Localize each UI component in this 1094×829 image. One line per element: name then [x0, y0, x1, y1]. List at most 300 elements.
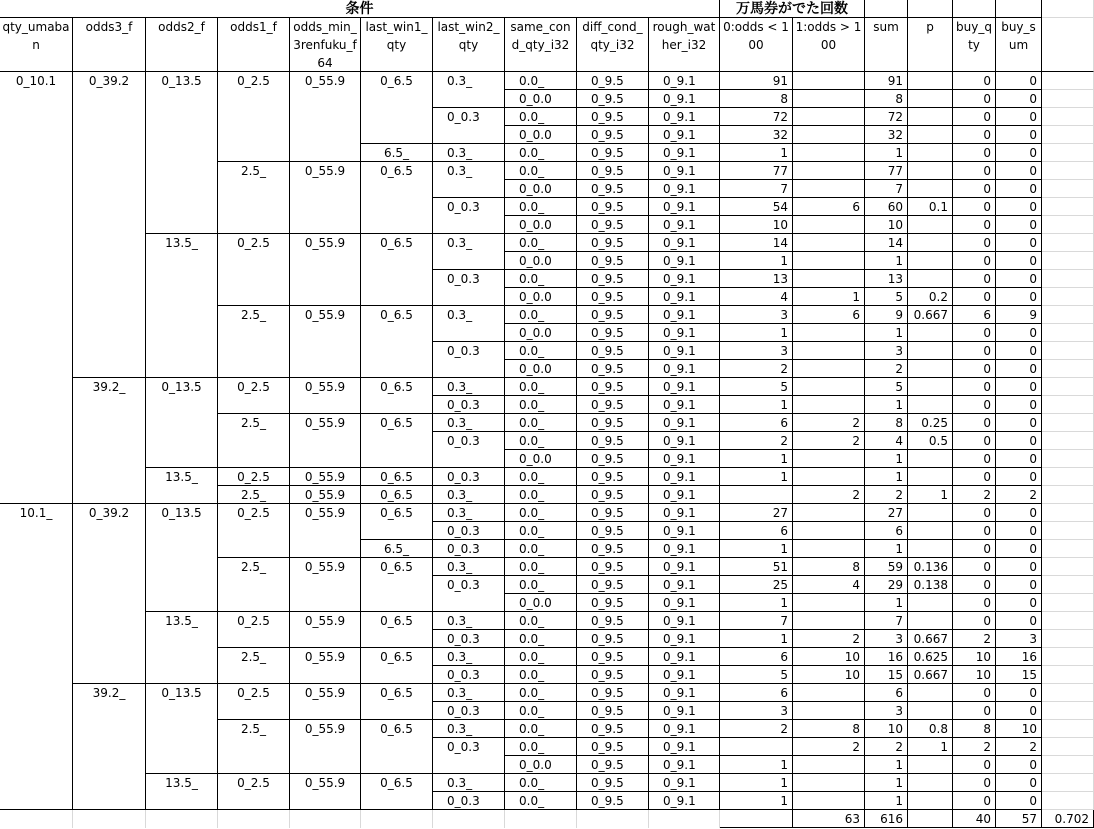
blank-cell[interactable] [1042, 342, 1094, 360]
cond-cell-odds-min[interactable]: 0_55.9 [290, 486, 361, 504]
cond-cell-same-cond[interactable]: 0.0_ [505, 792, 577, 810]
total-ratio[interactable]: 0.702 [1042, 810, 1094, 828]
header-buy-qty[interactable]: buy_qty [953, 18, 996, 72]
value-cell-c0[interactable]: 4 [720, 288, 793, 306]
header-sum[interactable]: sum [865, 18, 908, 72]
value-cell-c1[interactable]: 6 [793, 198, 865, 216]
blank-cell[interactable] [1042, 576, 1094, 594]
value-cell-buy-sum[interactable]: 0 [996, 288, 1042, 306]
cond-cell-odds1-f[interactable]: 2.5_ [218, 486, 290, 504]
value-cell-sum[interactable]: 72 [865, 108, 908, 126]
value-cell-p[interactable] [908, 234, 953, 252]
value-cell-buy-sum[interactable]: 0 [996, 414, 1042, 432]
value-cell-buy-qty[interactable]: 0 [953, 396, 996, 414]
value-cell-c0[interactable]: 2 [720, 432, 793, 450]
value-cell-buy-sum[interactable]: 0 [996, 756, 1042, 774]
total-buy-qty[interactable]: 40 [953, 810, 996, 828]
value-cell-c0[interactable]: 1 [720, 468, 793, 486]
value-cell-buy-sum[interactable]: 0 [996, 450, 1042, 468]
value-cell-c1[interactable] [793, 144, 865, 162]
value-cell-buy-sum[interactable]: 0 [996, 612, 1042, 630]
value-cell-buy-sum[interactable]: 0 [996, 702, 1042, 720]
header-diff-cond[interactable]: diff_cond_qty_i32 [577, 18, 649, 72]
value-cell-buy-qty[interactable]: 0 [953, 774, 996, 792]
blank-cell[interactable] [1042, 756, 1094, 774]
value-cell-sum[interactable]: 3 [865, 342, 908, 360]
value-cell-p[interactable] [908, 504, 953, 522]
cond-cell-rough[interactable]: 0_9.1 [649, 774, 720, 792]
cond-cell-qty-umaban[interactable]: 10.1_ [0, 504, 73, 810]
value-cell-buy-qty[interactable]: 0 [953, 234, 996, 252]
cond-cell-odds-min[interactable]: 0_55.9 [290, 162, 361, 234]
cond-cell-rough[interactable]: 0_9.1 [649, 72, 720, 90]
header-odds2-f[interactable]: odds2_f [146, 18, 218, 72]
blank-cell[interactable] [1042, 198, 1094, 216]
blank-cell[interactable] [1042, 252, 1094, 270]
cond-cell-rough[interactable]: 0_9.1 [649, 90, 720, 108]
cond-cell-rough[interactable]: 0_9.1 [649, 378, 720, 396]
value-cell-p[interactable]: 0.667 [908, 666, 953, 684]
value-cell-p[interactable] [908, 144, 953, 162]
cond-cell-last-win2[interactable]: 0.3_ [433, 414, 505, 432]
value-cell-buy-qty[interactable]: 0 [953, 432, 996, 450]
cond-cell-odds1-f[interactable]: 2.5_ [218, 558, 290, 612]
value-cell-sum[interactable]: 7 [865, 180, 908, 198]
value-cell-buy-qty[interactable]: 0 [953, 684, 996, 702]
cond-cell-diff-cond[interactable]: 0_9.5 [577, 540, 649, 558]
cond-cell-diff-cond[interactable]: 0_9.5 [577, 432, 649, 450]
value-cell-c1[interactable] [793, 756, 865, 774]
cond-cell-rough[interactable]: 0_9.1 [649, 396, 720, 414]
cond-cell-same-cond[interactable]: 0.0_ [505, 720, 577, 738]
cond-cell-rough[interactable]: 0_9.1 [649, 414, 720, 432]
value-cell-buy-sum[interactable]: 0 [996, 72, 1042, 90]
header-last-win1[interactable]: last_win1_qty [361, 18, 433, 72]
cond-cell-diff-cond[interactable]: 0_9.5 [577, 252, 649, 270]
value-cell-sum[interactable]: 8 [865, 90, 908, 108]
cond-cell-diff-cond[interactable]: 0_9.5 [577, 198, 649, 216]
cond-cell-odds1-f[interactable]: 2.5_ [218, 162, 290, 234]
value-cell-c1[interactable] [793, 342, 865, 360]
value-cell-buy-qty[interactable]: 10 [953, 666, 996, 684]
cond-cell-odds2-f[interactable]: 13.5_ [146, 234, 218, 378]
value-cell-buy-sum[interactable]: 0 [996, 378, 1042, 396]
value-cell-c0[interactable]: 1 [720, 774, 793, 792]
blank-cell[interactable] [1042, 540, 1094, 558]
cond-cell-same-cond[interactable]: 0.0_ [505, 684, 577, 702]
value-cell-p[interactable] [908, 612, 953, 630]
value-cell-buy-qty[interactable]: 0 [953, 612, 996, 630]
value-cell-buy-sum[interactable]: 0 [996, 180, 1042, 198]
cond-cell-diff-cond[interactable]: 0_9.5 [577, 756, 649, 774]
cond-cell-rough[interactable]: 0_9.1 [649, 612, 720, 630]
value-cell-c1[interactable] [793, 612, 865, 630]
cond-cell-last-win2[interactable]: 0_0.3 [433, 396, 505, 414]
cond-cell-diff-cond[interactable]: 0_9.5 [577, 720, 649, 738]
cond-cell-last-win2[interactable]: 0_0.3 [433, 738, 505, 774]
cond-cell-last-win1[interactable]: 0_6.5 [361, 684, 433, 720]
header-odds-min[interactable]: odds_min_3renfuku_f64 [290, 18, 361, 72]
value-cell-sum[interactable]: 1 [865, 792, 908, 810]
value-cell-p[interactable]: 0.8 [908, 720, 953, 738]
cond-cell-last-win2[interactable]: 0_0.3 [433, 108, 505, 144]
value-cell-sum[interactable]: 1 [865, 468, 908, 486]
value-cell-sum[interactable]: 13 [865, 270, 908, 288]
value-cell-buy-qty[interactable]: 0 [953, 144, 996, 162]
blank-cell[interactable] [1042, 450, 1094, 468]
title-blank-cell[interactable] [908, 0, 953, 18]
value-cell-c0[interactable]: 13 [720, 270, 793, 288]
cond-cell-rough[interactable]: 0_9.1 [649, 720, 720, 738]
cond-cell-same-cond[interactable]: 0.0_ [505, 396, 577, 414]
cond-cell-same-cond[interactable]: 0.0_ [505, 558, 577, 576]
cond-cell-same-cond[interactable]: 0_0.0 [505, 90, 577, 108]
value-cell-buy-qty[interactable]: 0 [953, 594, 996, 612]
cond-cell-last-win1[interactable]: 0_6.5 [361, 468, 433, 486]
blank-cell[interactable] [1042, 432, 1094, 450]
value-cell-p[interactable] [908, 396, 953, 414]
cond-cell-odds1-f[interactable]: 0_2.5 [218, 684, 290, 720]
cond-cell-diff-cond[interactable]: 0_9.5 [577, 702, 649, 720]
cond-cell-odds2-f[interactable]: 13.5_ [146, 774, 218, 810]
value-cell-sum[interactable]: 60 [865, 198, 908, 216]
value-cell-c1[interactable] [793, 324, 865, 342]
value-cell-sum[interactable]: 10 [865, 720, 908, 738]
value-cell-c1[interactable]: 6 [793, 306, 865, 324]
value-cell-p[interactable] [908, 90, 953, 108]
cond-cell-rough[interactable]: 0_9.1 [649, 234, 720, 252]
cond-cell-odds3-f[interactable]: 39.2_ [73, 684, 146, 810]
value-cell-p[interactable] [908, 702, 953, 720]
value-cell-sum[interactable]: 8 [865, 414, 908, 432]
blank-cell[interactable] [1042, 306, 1094, 324]
cond-cell-odds-min[interactable]: 0_55.9 [290, 504, 361, 558]
cond-cell-odds-min[interactable]: 0_55.9 [290, 234, 361, 306]
cond-cell-diff-cond[interactable]: 0_9.5 [577, 612, 649, 630]
value-cell-sum[interactable]: 32 [865, 126, 908, 144]
totals-blank-cell[interactable] [361, 810, 433, 828]
header-rough[interactable]: rough_wather_i32 [649, 18, 720, 72]
cond-cell-last-win2[interactable]: 0.3_ [433, 144, 505, 162]
cond-cell-same-cond[interactable]: 0.0_ [505, 270, 577, 288]
title-blank-cell[interactable] [996, 0, 1042, 18]
header-blank[interactable] [1042, 18, 1094, 72]
cond-cell-rough[interactable]: 0_9.1 [649, 540, 720, 558]
cond-cell-same-cond[interactable]: 0.0_ [505, 522, 577, 540]
header-c1[interactable]: 1:odds > 100 [793, 18, 865, 72]
value-cell-sum[interactable]: 5 [865, 378, 908, 396]
cond-cell-rough[interactable]: 0_9.1 [649, 558, 720, 576]
value-cell-p[interactable] [908, 522, 953, 540]
value-cell-buy-qty[interactable]: 8 [953, 720, 996, 738]
cond-cell-same-cond[interactable]: 0.0_ [505, 108, 577, 126]
totals-blank-cell[interactable] [720, 810, 793, 828]
value-cell-c0[interactable]: 10 [720, 216, 793, 234]
cond-cell-diff-cond[interactable]: 0_9.5 [577, 522, 649, 540]
cond-cell-last-win2[interactable]: 0_0.3 [433, 522, 505, 540]
cond-cell-same-cond[interactable]: 0.0_ [505, 414, 577, 432]
value-cell-buy-qty[interactable]: 6 [953, 306, 996, 324]
cond-cell-diff-cond[interactable]: 0_9.5 [577, 594, 649, 612]
cond-cell-last-win1[interactable]: 6.5_ [361, 540, 433, 558]
value-cell-c1[interactable] [793, 450, 865, 468]
cond-cell-odds1-f[interactable]: 2.5_ [218, 720, 290, 774]
value-cell-buy-sum[interactable]: 0 [996, 144, 1042, 162]
cond-cell-odds1-f[interactable]: 0_2.5 [218, 378, 290, 414]
cond-cell-last-win1[interactable]: 0_6.5 [361, 504, 433, 540]
value-cell-c0[interactable]: 7 [720, 180, 793, 198]
value-cell-c1[interactable] [793, 684, 865, 702]
value-cell-c0[interactable]: 6 [720, 522, 793, 540]
value-cell-buy-qty[interactable]: 0 [953, 216, 996, 234]
value-cell-buy-qty[interactable]: 0 [953, 342, 996, 360]
blank-cell[interactable] [1042, 702, 1094, 720]
cond-cell-diff-cond[interactable]: 0_9.5 [577, 216, 649, 234]
cond-cell-odds-min[interactable]: 0_55.9 [290, 684, 361, 720]
value-cell-c1[interactable]: 8 [793, 720, 865, 738]
cond-cell-last-win2[interactable]: 0.3_ [433, 648, 505, 666]
title-blank-cell[interactable] [953, 0, 996, 18]
cond-cell-last-win1[interactable]: 0_6.5 [361, 378, 433, 414]
cond-cell-same-cond[interactable]: 0.0_ [505, 432, 577, 450]
cond-cell-same-cond[interactable]: 0_0.0 [505, 756, 577, 774]
cond-cell-same-cond[interactable]: 0.0_ [505, 162, 577, 180]
value-cell-c1[interactable] [793, 90, 865, 108]
value-cell-p[interactable]: 1 [908, 738, 953, 756]
cond-cell-last-win1[interactable]: 0_6.5 [361, 162, 433, 234]
value-cell-c0[interactable]: 1 [720, 144, 793, 162]
cond-cell-odds2-f[interactable]: 0_13.5 [146, 504, 218, 612]
cond-cell-rough[interactable]: 0_9.1 [649, 738, 720, 756]
value-cell-sum[interactable]: 16 [865, 648, 908, 666]
blank-cell[interactable] [1042, 522, 1094, 540]
value-cell-c0[interactable]: 3 [720, 342, 793, 360]
value-cell-c1[interactable] [793, 702, 865, 720]
value-cell-c1[interactable]: 2 [793, 432, 865, 450]
value-cell-c0[interactable]: 1 [720, 630, 793, 648]
value-cell-c0[interactable] [720, 738, 793, 756]
cond-cell-same-cond[interactable]: 0_0.0 [505, 360, 577, 378]
cond-cell-diff-cond[interactable]: 0_9.5 [577, 396, 649, 414]
value-cell-p[interactable] [908, 774, 953, 792]
totals-blank-cell[interactable] [577, 810, 649, 828]
cond-cell-last-win2[interactable]: 0.3_ [433, 504, 505, 522]
value-cell-c1[interactable]: 2 [793, 414, 865, 432]
value-cell-c1[interactable] [793, 360, 865, 378]
cond-cell-rough[interactable]: 0_9.1 [649, 684, 720, 702]
cond-cell-rough[interactable]: 0_9.1 [649, 702, 720, 720]
cond-cell-rough[interactable]: 0_9.1 [649, 666, 720, 684]
value-cell-p[interactable]: 0.5 [908, 432, 953, 450]
totals-blank-cell[interactable] [290, 810, 361, 828]
value-cell-p[interactable] [908, 162, 953, 180]
cond-cell-diff-cond[interactable]: 0_9.5 [577, 144, 649, 162]
value-cell-p[interactable] [908, 252, 953, 270]
cond-cell-diff-cond[interactable]: 0_9.5 [577, 558, 649, 576]
value-cell-c1[interactable]: 10 [793, 666, 865, 684]
cond-cell-same-cond[interactable]: 0.0_ [505, 504, 577, 522]
blank-cell[interactable] [1042, 414, 1094, 432]
blank-cell[interactable] [1042, 504, 1094, 522]
value-cell-c0[interactable]: 5 [720, 666, 793, 684]
value-cell-c0[interactable]: 51 [720, 558, 793, 576]
totals-blank-cell[interactable] [0, 810, 73, 828]
value-cell-c0[interactable]: 72 [720, 108, 793, 126]
value-cell-c1[interactable]: 8 [793, 558, 865, 576]
cond-cell-diff-cond[interactable]: 0_9.5 [577, 648, 649, 666]
value-cell-sum[interactable]: 1 [865, 252, 908, 270]
blank-cell[interactable] [1042, 774, 1094, 792]
value-cell-p[interactable]: 0.667 [908, 306, 953, 324]
totals-blank-cell[interactable] [505, 810, 577, 828]
cond-cell-last-win2[interactable]: 0.3_ [433, 558, 505, 576]
value-cell-p[interactable]: 0.667 [908, 630, 953, 648]
cond-cell-last-win1[interactable]: 0_6.5 [361, 306, 433, 378]
cond-cell-last-win2[interactable]: 0.3_ [433, 684, 505, 702]
value-cell-buy-sum[interactable]: 0 [996, 360, 1042, 378]
value-cell-buy-qty[interactable]: 10 [953, 648, 996, 666]
cond-cell-rough[interactable]: 0_9.1 [649, 486, 720, 504]
value-cell-c1[interactable] [793, 252, 865, 270]
value-cell-p[interactable] [908, 72, 953, 90]
value-cell-buy-sum[interactable]: 0 [996, 774, 1042, 792]
value-cell-sum[interactable]: 29 [865, 576, 908, 594]
cond-cell-last-win1[interactable]: 6.5_ [361, 144, 433, 162]
blank-cell[interactable] [1042, 162, 1094, 180]
cond-cell-rough[interactable]: 0_9.1 [649, 252, 720, 270]
value-cell-c0[interactable]: 91 [720, 72, 793, 90]
value-cell-p[interactable]: 0.25 [908, 414, 953, 432]
header-qty-umaban[interactable]: qty_umaban [0, 18, 73, 72]
cond-cell-rough[interactable]: 0_9.1 [649, 648, 720, 666]
value-cell-c1[interactable] [793, 162, 865, 180]
value-cell-c1[interactable]: 2 [793, 486, 865, 504]
blank-cell[interactable] [1042, 630, 1094, 648]
value-cell-sum[interactable]: 2 [865, 360, 908, 378]
cond-cell-rough[interactable]: 0_9.1 [649, 450, 720, 468]
value-cell-c1[interactable] [793, 72, 865, 90]
value-cell-c1[interactable] [793, 540, 865, 558]
value-cell-c0[interactable]: 54 [720, 198, 793, 216]
cond-cell-diff-cond[interactable]: 0_9.5 [577, 738, 649, 756]
value-cell-buy-qty[interactable]: 0 [953, 288, 996, 306]
cond-cell-same-cond[interactable]: 0.0_ [505, 612, 577, 630]
cond-cell-same-cond[interactable]: 0.0_ [505, 666, 577, 684]
totals-blank-cell[interactable] [73, 810, 146, 828]
value-cell-c0[interactable] [720, 486, 793, 504]
cond-cell-diff-cond[interactable]: 0_9.5 [577, 162, 649, 180]
cond-cell-last-win2[interactable]: 0_0.3 [433, 468, 505, 486]
value-cell-buy-sum[interactable]: 0 [996, 684, 1042, 702]
value-cell-buy-qty[interactable]: 2 [953, 486, 996, 504]
value-cell-sum[interactable]: 1 [865, 450, 908, 468]
cond-cell-last-win1[interactable]: 0_6.5 [361, 234, 433, 306]
cond-cell-same-cond[interactable]: 0.0_ [505, 198, 577, 216]
cond-cell-rough[interactable]: 0_9.1 [649, 288, 720, 306]
cond-cell-last-win1[interactable]: 0_6.5 [361, 720, 433, 774]
cond-cell-odds-min[interactable]: 0_55.9 [290, 72, 361, 162]
value-cell-buy-sum[interactable]: 0 [996, 162, 1042, 180]
cond-cell-odds-min[interactable]: 0_55.9 [290, 378, 361, 414]
value-cell-c0[interactable]: 1 [720, 252, 793, 270]
cond-cell-same-cond[interactable]: 0.0_ [505, 774, 577, 792]
title-blank-cell[interactable] [865, 0, 908, 18]
blank-cell[interactable] [1042, 180, 1094, 198]
cond-cell-rough[interactable]: 0_9.1 [649, 576, 720, 594]
cond-cell-last-win2[interactable]: 0.3_ [433, 720, 505, 738]
cond-cell-diff-cond[interactable]: 0_9.5 [577, 126, 649, 144]
cond-cell-same-cond[interactable]: 0.0_ [505, 72, 577, 90]
total-c1[interactable]: 63 [793, 810, 865, 828]
value-cell-buy-sum[interactable]: 0 [996, 252, 1042, 270]
cond-cell-same-cond[interactable]: 0.0_ [505, 540, 577, 558]
value-cell-buy-qty[interactable]: 0 [953, 756, 996, 774]
value-cell-buy-qty[interactable]: 0 [953, 540, 996, 558]
value-cell-buy-sum[interactable]: 10 [996, 720, 1042, 738]
blank-cell[interactable] [1042, 792, 1094, 810]
value-cell-p[interactable]: 0.138 [908, 576, 953, 594]
cond-cell-last-win2[interactable]: 0.3_ [433, 306, 505, 342]
totals-blank-cell[interactable] [146, 810, 218, 828]
cond-cell-last-win2[interactable]: 0_0.3 [433, 630, 505, 648]
cond-cell-odds1-f[interactable]: 0_2.5 [218, 468, 290, 486]
value-cell-sum[interactable]: 1 [865, 324, 908, 342]
cond-cell-odds2-f[interactable]: 0_13.5 [146, 684, 218, 774]
cond-cell-same-cond[interactable]: 0_0.0 [505, 252, 577, 270]
cond-cell-rough[interactable]: 0_9.1 [649, 270, 720, 288]
cond-cell-rough[interactable]: 0_9.1 [649, 342, 720, 360]
cond-cell-odds1-f[interactable]: 2.5_ [218, 306, 290, 378]
cond-cell-same-cond[interactable]: 0.0_ [505, 306, 577, 324]
value-cell-c1[interactable] [793, 180, 865, 198]
cond-cell-same-cond[interactable]: 0_0.0 [505, 450, 577, 468]
value-cell-c0[interactable]: 1 [720, 540, 793, 558]
value-cell-c0[interactable]: 6 [720, 414, 793, 432]
value-cell-buy-sum[interactable]: 2 [996, 486, 1042, 504]
cond-cell-diff-cond[interactable]: 0_9.5 [577, 342, 649, 360]
cond-cell-same-cond[interactable]: 0.0_ [505, 630, 577, 648]
value-cell-buy-qty[interactable]: 0 [953, 72, 996, 90]
value-cell-c0[interactable]: 2 [720, 360, 793, 378]
title-blank-cell[interactable] [1042, 0, 1094, 18]
cond-cell-rough[interactable]: 0_9.1 [649, 360, 720, 378]
value-cell-buy-qty[interactable]: 0 [953, 126, 996, 144]
value-cell-buy-sum[interactable]: 0 [996, 432, 1042, 450]
value-cell-sum[interactable]: 10 [865, 216, 908, 234]
cond-cell-rough[interactable]: 0_9.1 [649, 216, 720, 234]
value-cell-c0[interactable]: 6 [720, 684, 793, 702]
cond-cell-diff-cond[interactable]: 0_9.5 [577, 378, 649, 396]
value-cell-c1[interactable]: 2 [793, 630, 865, 648]
cond-cell-odds2-f[interactable]: 0_13.5 [146, 378, 218, 468]
value-cell-sum[interactable]: 1 [865, 594, 908, 612]
cond-cell-diff-cond[interactable]: 0_9.5 [577, 324, 649, 342]
cond-cell-last-win2[interactable]: 0.3_ [433, 774, 505, 792]
value-cell-p[interactable] [908, 216, 953, 234]
value-cell-buy-sum[interactable]: 0 [996, 108, 1042, 126]
cond-cell-same-cond[interactable]: 0_0.0 [505, 324, 577, 342]
cond-cell-same-cond[interactable]: 0_0.0 [505, 288, 577, 306]
cond-cell-same-cond[interactable]: 0.0_ [505, 342, 577, 360]
value-cell-c0[interactable]: 27 [720, 504, 793, 522]
cond-cell-diff-cond[interactable]: 0_9.5 [577, 90, 649, 108]
cond-cell-rough[interactable]: 0_9.1 [649, 468, 720, 486]
cond-cell-last-win2[interactable]: 0_0.3 [433, 342, 505, 378]
value-cell-c1[interactable]: 10 [793, 648, 865, 666]
header-odds3-f[interactable]: odds3_f [73, 18, 146, 72]
cond-cell-rough[interactable]: 0_9.1 [649, 432, 720, 450]
cond-cell-last-win2[interactable]: 0.3_ [433, 234, 505, 270]
